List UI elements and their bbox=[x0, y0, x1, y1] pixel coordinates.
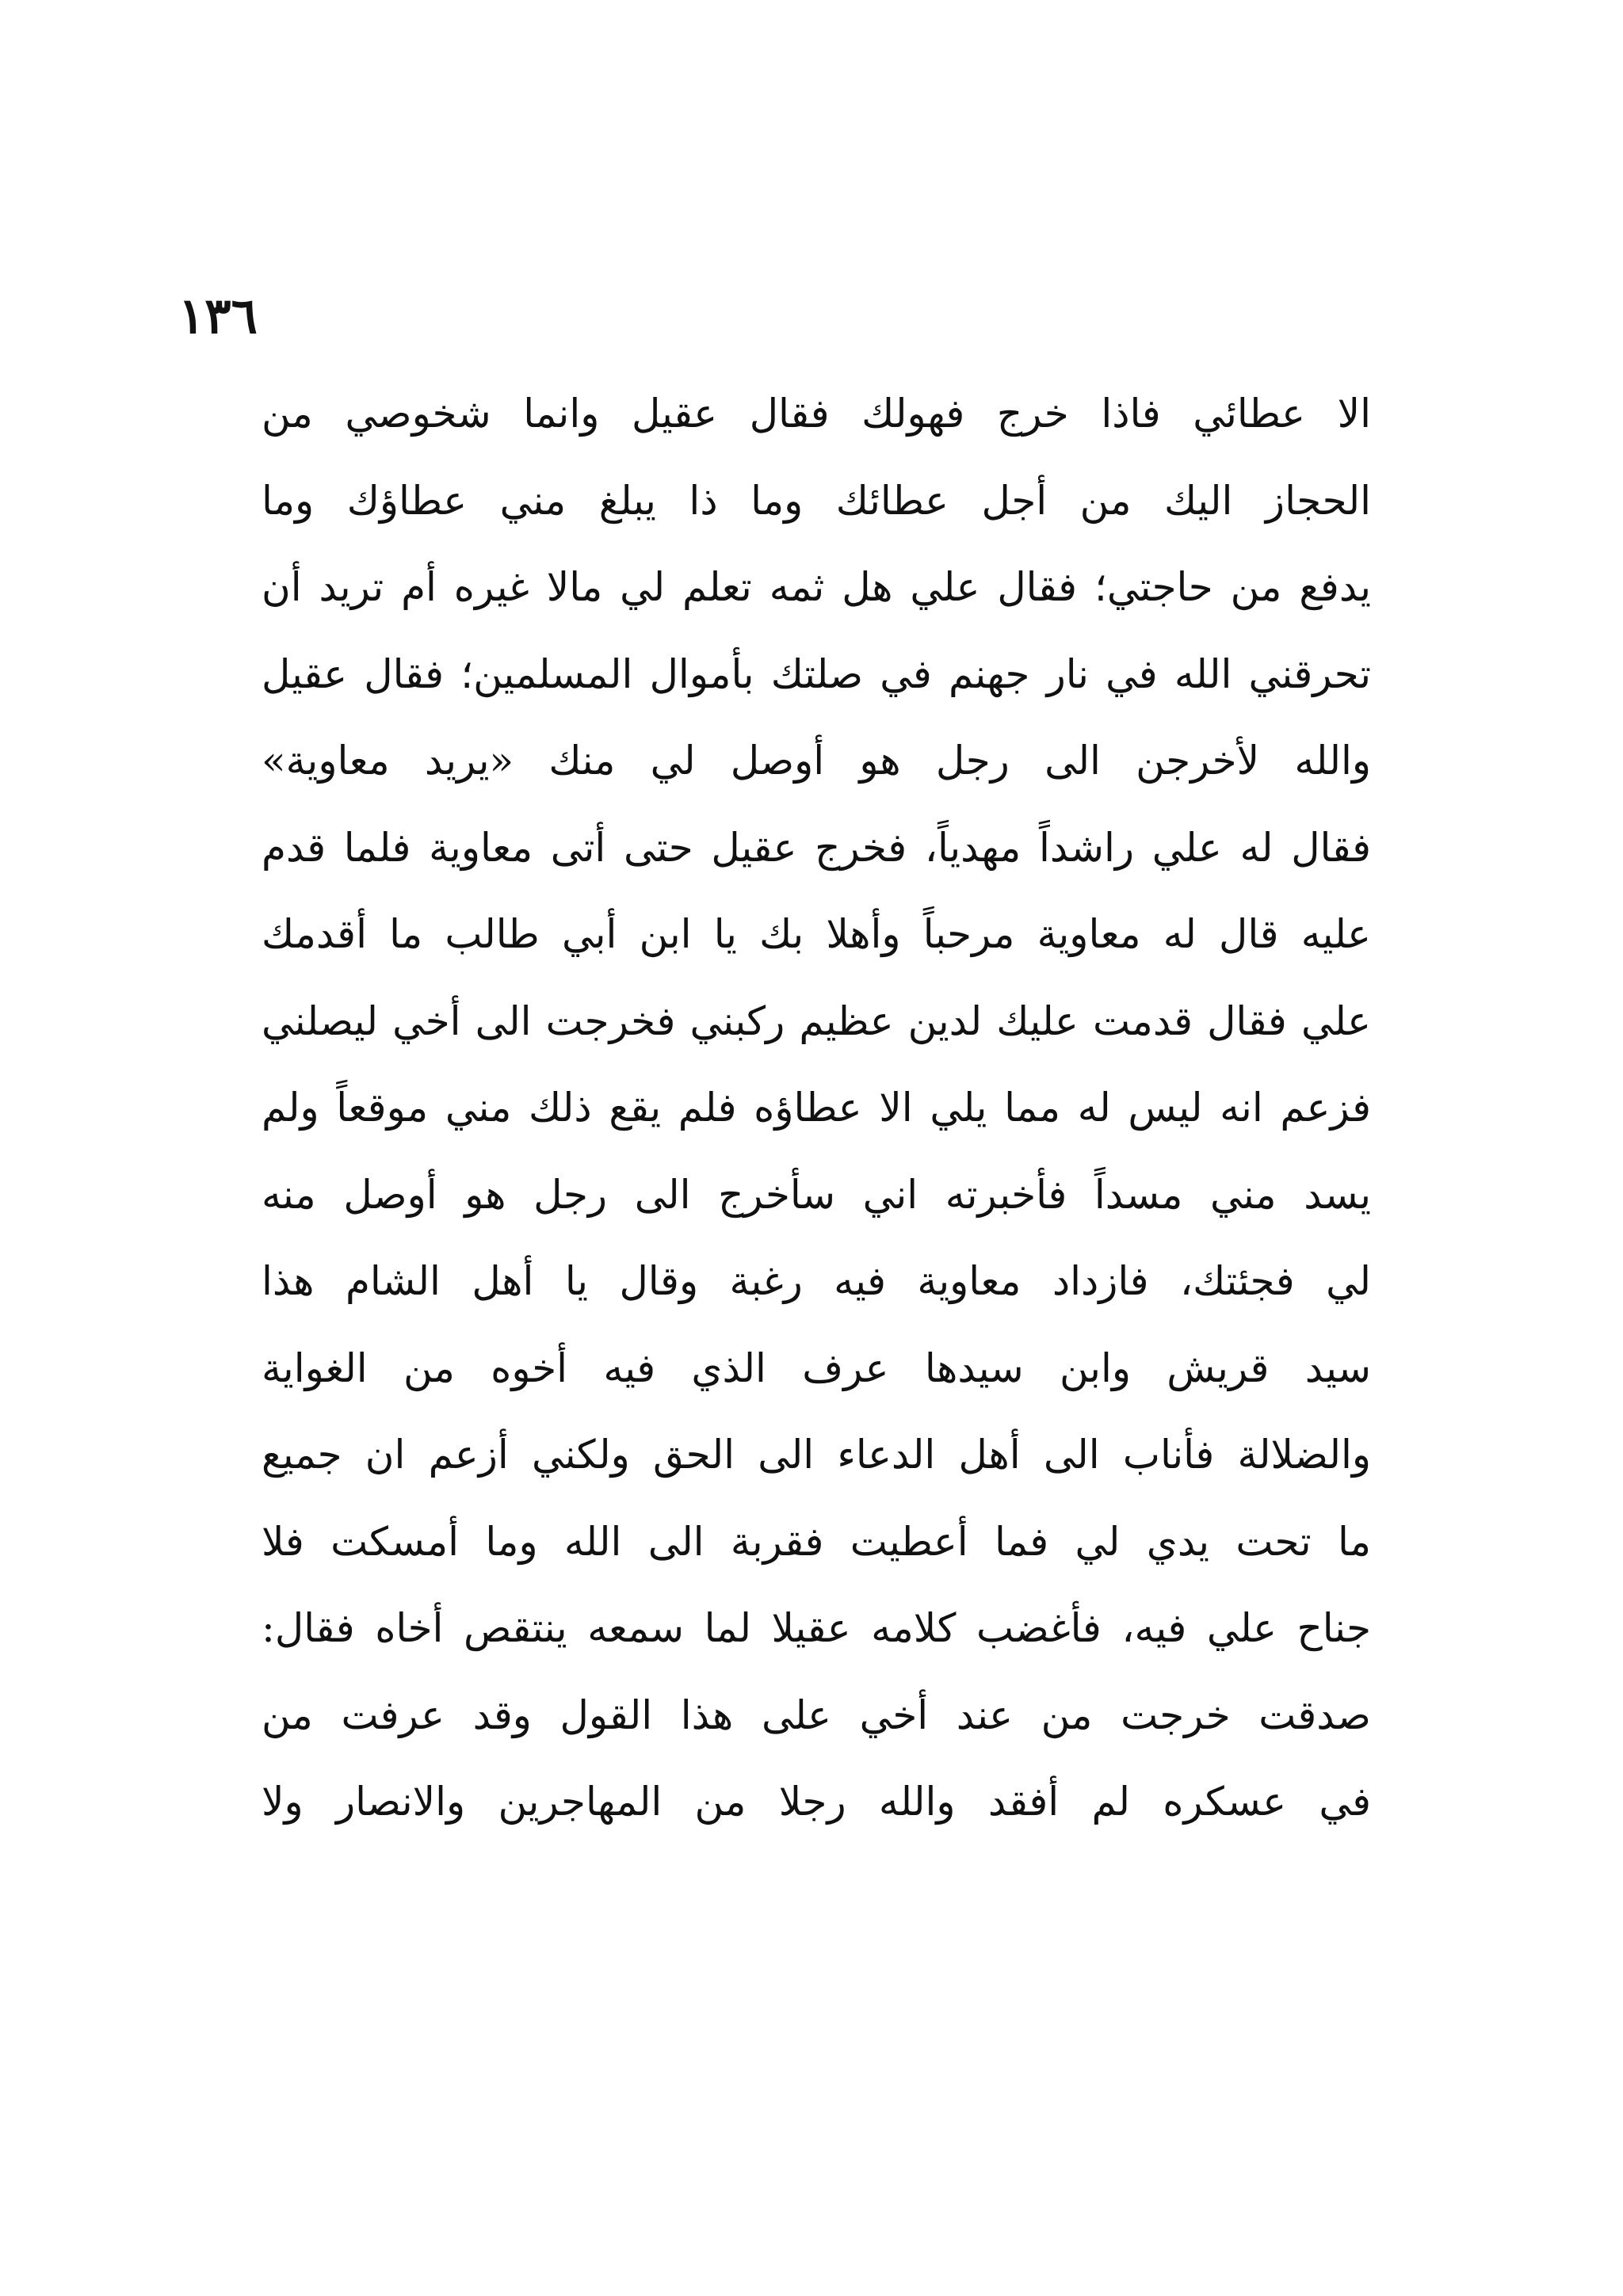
text-line: يسد مني مسداً فأخبرته اني سأخرج الى رجل هو أوصل منه bbox=[262, 1171, 1371, 1218]
text-line: لي فجئتك، فازداد معاوية فيه رغبة وقال يا أهل الشام هذا bbox=[262, 1258, 1371, 1304]
text-line: في عسكره لم أفقد والله رجلا من المهاجرين والانصار ولا bbox=[262, 1779, 1371, 1825]
arabic-text-block bbox=[262, 371, 1371, 1846]
text-line: عليه قال له معاوية مرحباً وأهلا بك يا ابن أبي طالب ما أقدمك bbox=[262, 911, 1371, 957]
text-line: الحجاز اليك من أجل عطائك وما ذا يبلغ مني عطاؤك وما bbox=[262, 477, 1371, 524]
text-line: فقال له علي راشداً مهدياً، فخرج عقيل حتى أتى معاوية فلما قدم bbox=[262, 824, 1371, 871]
text-line: والله لأخرجن الى رجل هو أوصل لي منك «يريد معاوية» bbox=[262, 738, 1371, 784]
text-line: ما تحت يدي لي فما أعطيت فقربة الى الله وما أمسكت فلا bbox=[262, 1518, 1371, 1565]
text-line: فزعم انه ليس له مما يلي الا عطاؤه فلم يقع ذلك مني موقعاً ولم bbox=[262, 1085, 1371, 1131]
text-line: جناح علي فيه، فأغضب كلامه عقيلا لما سمعه ينتقص أخاه فقال: bbox=[262, 1605, 1371, 1651]
text-line: سيد قريش وابن سيدها عرف الذي فيه أخوه من الغواية bbox=[262, 1344, 1371, 1391]
text-line: تحرقني الله في نار جهنم في صلتك بأموال المسلمين؛ فقال عقيل bbox=[262, 650, 1371, 697]
page-number: ١٣٦ bbox=[178, 287, 258, 345]
text-line: علي فقال قدمت عليك لدين عظيم ركبني فخرجت الى أخي ليصلني bbox=[262, 997, 1371, 1044]
text-line: والضلالة فأناب الى أهل الدعاء الى الحق ولكني أزعم ان جميع bbox=[262, 1432, 1371, 1478]
text-line: الا عطائي فاذا خرج فهولك فقال عقيل وانما شخوصي من bbox=[262, 391, 1371, 437]
text-line: صدقت خرجت من عند أخي على هذا القول وقد عرفت من bbox=[262, 1691, 1371, 1738]
text-line: يدفع من حاجتي؛ فقال علي هل ثمه تعلم لي مالا غيره أم تريد أن bbox=[262, 564, 1371, 610]
